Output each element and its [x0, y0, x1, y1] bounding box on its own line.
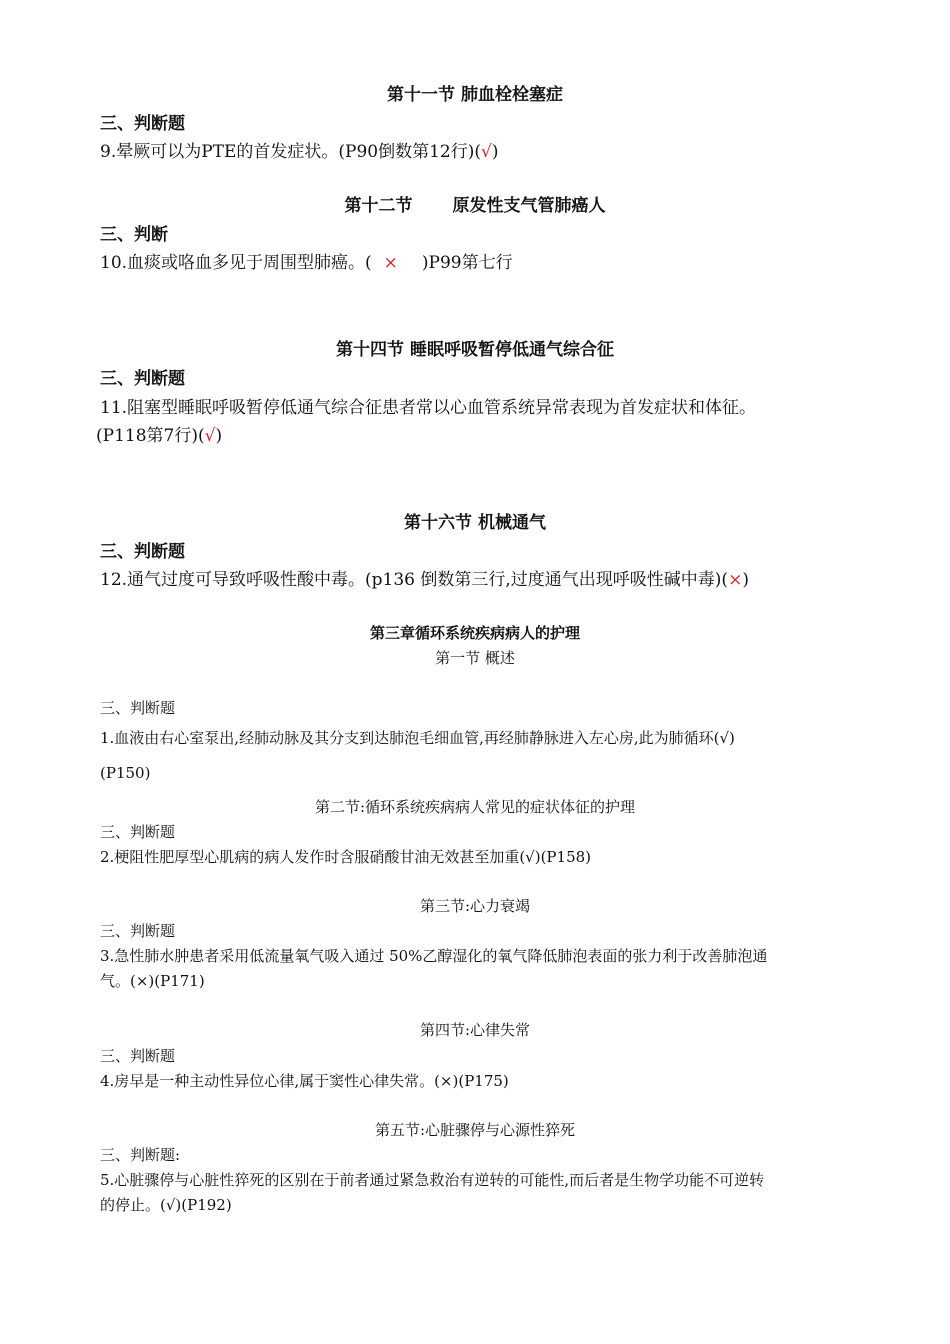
ch3-section-2-title: 第二节:循环系统疾病病人常见的症状体征的护理 — [314, 798, 636, 816]
question-10-end: )P99第七行 — [421, 253, 513, 273]
chapter-title-3: 第三章循环系统疾病病人的护理 — [369, 624, 580, 642]
ch3-subheading-1: 三、判断题 — [100, 699, 176, 717]
subheading-14: 三、判断题 — [100, 369, 185, 389]
subheading-12: 三、判断 — [100, 225, 168, 245]
section-title-11: 第十一节 肺血栓栓塞症 — [387, 85, 563, 105]
ch3-question-1-ref: (P150) — [100, 764, 151, 782]
ch3-question-3-line-2: 气。(×)(P171) — [100, 972, 205, 990]
question-9-end: ) — [491, 142, 499, 162]
subheading-11: 三、判断题 — [100, 114, 185, 134]
ch3-section-4-title: 第四节:心律失常 — [419, 1021, 531, 1039]
question-12-end: ) — [742, 570, 749, 590]
question-11-end: ) — [215, 426, 223, 446]
ch3-section-5-title: 第五节:心脏骤停与心源性猝死 — [374, 1121, 576, 1139]
question-9-text: 9.晕厥可以为PTE的首发症状。(P90倒数第12行)( — [100, 142, 482, 162]
section-title-14: 第十四节 睡眠呼吸暂停低通气综合征 — [336, 340, 614, 360]
section-title-16: 第十六节 机械通气 — [404, 513, 546, 533]
ch3-subheading-3: 三、判断题 — [100, 922, 176, 940]
ch3-question-2: 2.梗阻性肥厚型心肌病的病人发作时含服硝酸甘油无效甚至加重(√)(P158) — [100, 848, 592, 866]
ch3-question-1: 1.血液由右心室泵出,经肺动脉及其分支到达肺泡毛细血管,再经肺静脉进入左心房,此为肺循环(√) — [100, 729, 735, 747]
question-9 — [100, 137, 499, 162]
question-9-answer-mark: √ — [481, 142, 492, 162]
ch3-section-3-title: 第三节:心力衰竭 — [419, 897, 531, 915]
question-10 — [100, 248, 513, 273]
section-title-12-number: 第十二节 — [344, 196, 413, 216]
ch3-subheading-4: 三、判断题 — [100, 1047, 176, 1065]
question-11-line-1: 11.阻塞型睡眠呼吸暂停低通气综合征患者常以心血管系统异常表现为首发症状和体征。 — [100, 398, 757, 418]
question-10-answer-mark: × — [383, 253, 398, 273]
ch3-question-5-line-2: 的停止。(√)(P192) — [100, 1196, 232, 1214]
ch3-subheading-2: 三、判断题 — [100, 823, 176, 841]
question-12 — [100, 565, 749, 590]
ch3-subheading-5: 三、判断题: — [100, 1146, 181, 1164]
question-11-line-2 — [96, 421, 222, 446]
question-12-text: 12.通气过度可导致呼吸性酸中毒。(p136 倒数第三行,过度通气出现呼吸性碱中毒)( — [100, 570, 729, 590]
question-10-text: 10.血痰或咯血多见于周围型肺癌。( — [100, 253, 372, 273]
question-11-answer-mark: √ — [204, 426, 216, 446]
section-title-12-name: 原发性支气管肺癌人 — [452, 196, 606, 216]
ch3-section-1-title: 第一节 概述 — [435, 649, 515, 667]
section-title-12 — [0, 191, 950, 216]
ch3-question-3-line-1: 3.急性肺水肿患者采用低流量氧气吸入通过 50%乙醇湿化的氧气降低肺泡表面的张力利于改善肺泡通 — [100, 947, 768, 965]
question-11-text-2: (P118第7行)( — [96, 426, 205, 446]
ch3-question-5-line-1: 5.心脏骤停与心脏性猝死的区别在于前者通过紧急救治有逆转的可能性,而后者是生物学功能不可逆转 — [100, 1171, 765, 1189]
question-12-answer-mark: × — [728, 570, 743, 590]
ch3-question-4: 4.房早是一种主动性异位心律,属于窦性心律失常。(×)(P175) — [100, 1072, 509, 1090]
subheading-16: 三、判断题 — [100, 542, 185, 562]
